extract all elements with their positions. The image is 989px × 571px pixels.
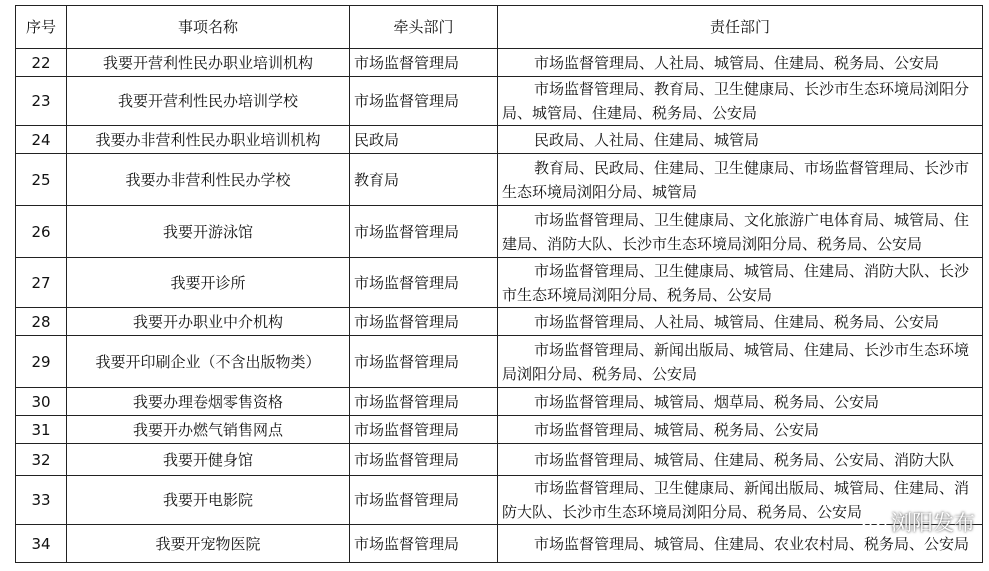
- header-name: 事项名称: [67, 6, 350, 49]
- row-resp-depts: 市场监督管理局、卫生健康局、新闻出版局、城管局、住建局、消防大队、长沙市生态环境局浏阳分局、税务局、公安局: [498, 476, 983, 525]
- header-lead: 牵头部门: [350, 6, 498, 49]
- row-lead-dept: 市场监督管理局: [350, 336, 498, 388]
- row-no: 30: [16, 388, 67, 416]
- table-row: [16, 49, 983, 77]
- header-no: 序号: [16, 6, 67, 49]
- row-no: 25: [16, 154, 67, 206]
- table-row: [16, 416, 983, 444]
- row-resp-depts: 市场监督管理局、卫生健康局、城管局、住建局、消防大队、长沙市生态环境局浏阳分局、税务局、公安局: [498, 258, 983, 308]
- row-resp-depts: 市场监督管理局、城管局、烟草局、税务局、公安局: [498, 388, 983, 416]
- table-row: [16, 154, 983, 206]
- row-item-name: 我要办非营利性民办学校: [67, 154, 350, 206]
- row-resp-depts: 市场监督管理局、城管局、税务局、公安局: [498, 416, 983, 444]
- row-no: 34: [16, 525, 67, 563]
- row-lead-dept: 市场监督管理局: [350, 308, 498, 336]
- row-item-name: 我要开营利性民办培训学校: [67, 77, 350, 126]
- table-row: [16, 444, 983, 476]
- row-resp-depts: 市场监督管理局、卫生健康局、文化旅游广电体育局、城管局、住建局、消防大队、长沙市生态环境局浏阳分局、税务局、公安局: [498, 206, 983, 258]
- row-resp-depts: 民政局、人社局、住建局、城管局: [498, 126, 983, 154]
- header-resp: 责任部门: [498, 6, 983, 49]
- table-header-row: [16, 6, 983, 49]
- row-item-name: 我要开健身馆: [67, 444, 350, 476]
- row-item-name: 我要办理卷烟零售资格: [67, 388, 350, 416]
- row-item-name: 我要开电影院: [67, 476, 350, 525]
- row-lead-dept: 市场监督管理局: [350, 476, 498, 525]
- row-item-name: 我要开办职业中介机构: [67, 308, 350, 336]
- row-lead-dept: 市场监督管理局: [350, 77, 498, 126]
- row-resp-depts: 市场监督管理局、人社局、城管局、住建局、税务局、公安局: [498, 49, 983, 77]
- row-item-name: 我要开诊所: [67, 258, 350, 308]
- row-no: 32: [16, 444, 67, 476]
- row-item-name: 我要开宠物医院: [67, 525, 350, 563]
- row-no: 29: [16, 336, 67, 388]
- row-no: 33: [16, 476, 67, 525]
- row-lead-dept: 市场监督管理局: [350, 206, 498, 258]
- row-no: 23: [16, 77, 67, 126]
- table-row: [16, 388, 983, 416]
- row-item-name: 我要开印刷企业（不含出版物类）: [67, 336, 350, 388]
- watermark-text: 浏阳发布: [891, 511, 975, 535]
- row-lead-dept: 市场监督管理局: [350, 444, 498, 476]
- row-lead-dept: 教育局: [350, 154, 498, 206]
- row-no: 24: [16, 126, 67, 154]
- table-row: [16, 308, 983, 336]
- row-no: 22: [16, 49, 67, 77]
- row-resp-depts: 市场监督管理局、新闻出版局、城管局、住建局、长沙市生态环境局浏阳分局、税务局、公安局: [498, 336, 983, 388]
- table-row: [16, 206, 983, 258]
- row-lead-dept: 市场监督管理局: [350, 525, 498, 563]
- table-row: [16, 525, 983, 563]
- table-row: [16, 77, 983, 126]
- row-resp-depts: 市场监督管理局、城管局、住建局、税务局、公安局、消防大队: [498, 444, 983, 476]
- row-lead-dept: 市场监督管理局: [350, 258, 498, 308]
- row-no: 28: [16, 308, 67, 336]
- row-item-name: 我要办非营利性民办职业培训机构: [67, 126, 350, 154]
- table-row: [16, 126, 983, 154]
- row-resp-depts: 市场监督管理局、教育局、卫生健康局、长沙市生态环境局浏阳分局、城管局、住建局、税务局、公安局: [498, 77, 983, 126]
- row-lead-dept: 市场监督管理局: [350, 49, 498, 77]
- table-row: [16, 476, 983, 525]
- table-row: [16, 258, 983, 308]
- row-no: 31: [16, 416, 67, 444]
- row-item-name: 我要开游泳馆: [67, 206, 350, 258]
- row-item-name: 我要开办燃气销售网点: [67, 416, 350, 444]
- responsibility-table: [15, 5, 983, 563]
- row-no: 27: [16, 258, 67, 308]
- row-lead-dept: 民政局: [350, 126, 498, 154]
- row-no: 26: [16, 206, 67, 258]
- row-lead-dept: 市场监督管理局: [350, 388, 498, 416]
- row-item-name: 我要开营利性民办职业培训机构: [67, 49, 350, 77]
- row-lead-dept: 市场监督管理局: [350, 416, 498, 444]
- row-resp-depts: 市场监督管理局、城管局、住建局、农业农村局、税务局、公安局: [498, 525, 983, 563]
- table-row: [16, 336, 983, 388]
- row-resp-depts: 教育局、民政局、住建局、卫生健康局、市场监督管理局、长沙市生态环境局浏阳分局、城管局: [498, 154, 983, 206]
- row-resp-depts: 市场监督管理局、人社局、城管局、住建局、税务局、公安局: [498, 308, 983, 336]
